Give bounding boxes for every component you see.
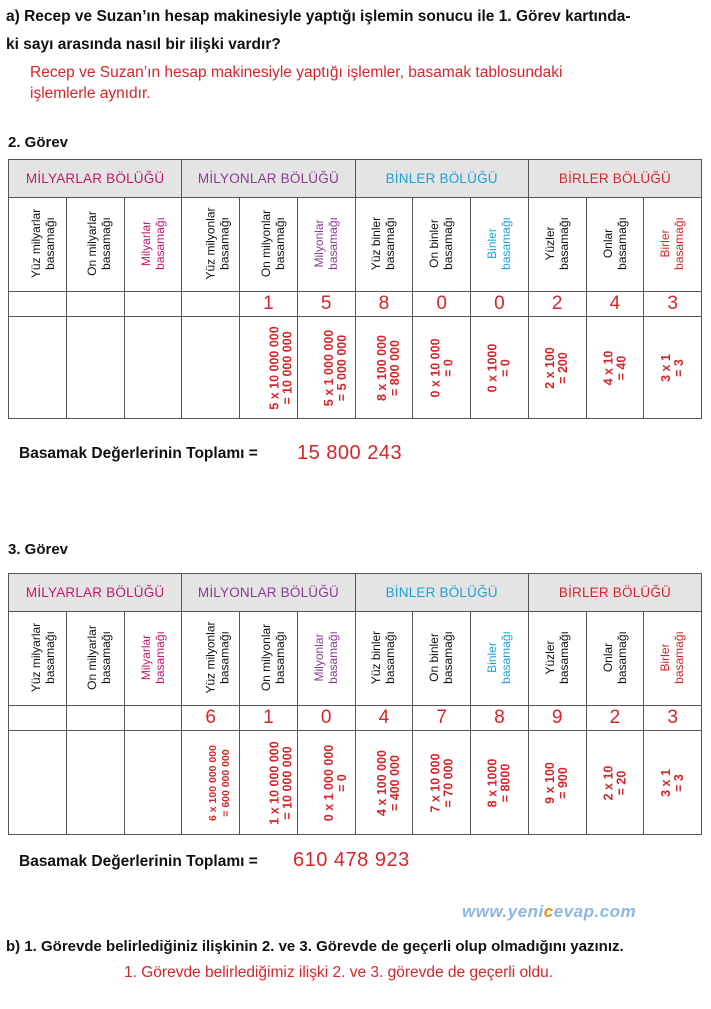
- calculation-text: [486, 758, 512, 807]
- digit-cell: 3: [644, 292, 702, 317]
- place-value-table-task2: [8, 159, 702, 419]
- digit-cell: [66, 706, 124, 731]
- watermark: [462, 902, 636, 922]
- column-label-line1: Onlar: [600, 229, 615, 259]
- task3-sum-label: Basamak Değerlerinin Toplamı =: [19, 853, 258, 870]
- column-label: [471, 612, 529, 706]
- column-label-line2: basamağı: [272, 217, 287, 271]
- column-label-line2: basamağı: [556, 217, 571, 271]
- column-label-line1: On binler: [427, 633, 442, 683]
- column-label-line1: Onlar: [600, 643, 615, 673]
- calculation-expression: 7 x 10 000: [428, 752, 443, 813]
- calculation-result: = 20: [613, 770, 628, 795]
- calculation-cell: [182, 731, 240, 835]
- calculation-cell: [413, 317, 471, 419]
- calculation-cell: [240, 317, 298, 419]
- column-label-text: [260, 624, 287, 691]
- answer-a-line1: Recep ve Suzan’ın hesap makinesiyle yaptığı işlemler, basamak tablosundaki: [30, 64, 563, 81]
- watermark-accent: c: [543, 902, 554, 921]
- calculation-result: = 40: [613, 355, 628, 380]
- column-label-text: [370, 631, 397, 684]
- column-label: [413, 612, 471, 706]
- column-label: [644, 198, 702, 292]
- calculation-result: = 200: [556, 351, 571, 384]
- column-label-text: [86, 625, 113, 690]
- column-label-line2: basamağı: [151, 217, 166, 271]
- column-label-line1: On binler: [427, 219, 442, 269]
- calculation-cell: [240, 731, 298, 835]
- calculation-result: = 600 000 000: [220, 748, 233, 817]
- column-label: [297, 198, 355, 292]
- calculation-cell: [66, 731, 124, 835]
- calculation-expression: 4 x 10: [600, 350, 615, 385]
- calculation-cell: [586, 731, 644, 835]
- calculation-expression: 6 x 100 000 000: [207, 744, 220, 821]
- calculation-result: = 8000: [498, 763, 513, 802]
- calculation-text: [207, 745, 233, 821]
- group-header-milyonlar: MİLYONLAR BÖLÜĞÜ: [182, 574, 355, 612]
- column-label-text: [544, 631, 571, 684]
- column-label-line2: basamağı: [498, 217, 513, 271]
- calculation-expression: 9 x 100: [543, 761, 558, 804]
- column-label-text: [544, 217, 571, 270]
- question-a-line2: ki sayı arasında nasıl bir ilişki vardır?: [6, 36, 281, 53]
- calculation-expression: 4 x 100 000: [374, 749, 389, 816]
- calculation-expression: 5 x 10 000 000: [267, 325, 282, 410]
- column-label-text: [659, 631, 686, 684]
- calculation-cell: [644, 317, 702, 419]
- column-label-line2: basamağı: [217, 217, 232, 271]
- calculation-result: = 70 000: [441, 758, 456, 808]
- calculation-cell: [413, 731, 471, 835]
- digit-cell: [124, 292, 182, 317]
- column-label-line1: Birler: [658, 229, 673, 258]
- column-label-line2: basamağı: [217, 631, 232, 685]
- calculation-cell: [644, 731, 702, 835]
- calculation-expression: 8 x 100 000: [374, 334, 389, 401]
- column-label-line1: On milyonlar: [259, 210, 274, 278]
- digit-cell: 8: [471, 706, 529, 731]
- column-label: [355, 198, 413, 292]
- task2-sum-value: 15 800 243: [297, 442, 403, 464]
- digit-cell: 2: [586, 706, 644, 731]
- calculation-cell: [355, 317, 413, 419]
- digit-cell: [66, 292, 124, 317]
- column-label: [124, 198, 182, 292]
- column-label-text: [313, 217, 340, 270]
- column-label-text: [139, 217, 166, 270]
- digit-cell: 6: [182, 706, 240, 731]
- column-label-line2: basamağı: [556, 631, 571, 685]
- column-label-text: [659, 217, 686, 270]
- digit-cell: 8: [355, 292, 413, 317]
- column-label-line1: Birler: [658, 643, 673, 672]
- calculation-cell: [124, 317, 182, 419]
- column-label-line1: Yüz binler: [369, 217, 384, 271]
- group-header-milyarlar: MİLYARLAR BÖLÜĞÜ: [9, 160, 182, 198]
- calculation-result: = 800 000: [387, 339, 402, 396]
- column-label-text: [260, 210, 287, 277]
- column-label-text: [428, 217, 455, 270]
- calculation-expression: 0 x 1000: [485, 343, 500, 392]
- calculation-cell: [9, 731, 67, 835]
- calculation-text: [660, 769, 686, 797]
- column-label-line2: basamağı: [382, 217, 397, 271]
- column-label: [66, 198, 124, 292]
- calculation-expression: 0 x 1 000 000: [322, 744, 337, 821]
- column-label-line1: On milyarlar: [84, 625, 99, 691]
- column-label-line1: Binler: [484, 228, 499, 260]
- calculation-cell: [586, 317, 644, 419]
- calculation-result: = 0: [498, 358, 513, 377]
- calculation-expression: 5 x 1 000 000: [322, 329, 337, 406]
- digit-cell: 9: [528, 706, 586, 731]
- column-label: [355, 612, 413, 706]
- group-header-binler: BİNLER BÖLÜĞÜ: [355, 160, 528, 198]
- task2-title: 2. Görev: [8, 134, 69, 151]
- question-a-line1: a) Recep ve Suzan’ın hesap makinesiyle yaptığı işlemin sonucu ile 1. Görev kartında-: [6, 8, 631, 25]
- digit-cell: 0: [471, 292, 529, 317]
- calculation-result: = 0: [441, 358, 456, 377]
- digit-cell: 1: [240, 706, 298, 731]
- column-label: [586, 612, 644, 706]
- calculation-cell: [471, 731, 529, 835]
- column-label-line2: basamağı: [382, 631, 397, 685]
- digit-cell: [9, 706, 67, 731]
- task3-sum-value: 610 478 923: [293, 849, 410, 871]
- column-label-text: [601, 631, 628, 684]
- column-label-line2: basamağı: [440, 631, 455, 685]
- column-label-text: [139, 631, 166, 684]
- column-label-line1: Yüz milyonlar: [203, 621, 218, 694]
- digit-cell: 2: [528, 292, 586, 317]
- watermark-suffix: evap.com: [553, 902, 637, 921]
- column-label: [528, 612, 586, 706]
- column-label-text: [313, 631, 340, 684]
- column-label-text: [370, 217, 397, 270]
- calculation-cell: [528, 731, 586, 835]
- column-label-text: [205, 622, 232, 694]
- column-label: [124, 612, 182, 706]
- column-label: [586, 198, 644, 292]
- answer-a-line2: işlemlerle aynıdır.: [30, 85, 151, 102]
- digit-cell: [124, 706, 182, 731]
- group-header-birler: BİRLER BÖLÜĞÜ: [528, 574, 701, 612]
- column-label-line2: basamağı: [325, 217, 340, 271]
- column-label-line1: Binler: [484, 642, 499, 674]
- digit-cell: 0: [297, 706, 355, 731]
- column-label-line2: basamağı: [498, 631, 513, 685]
- column-label: [182, 612, 240, 706]
- digit-cell: [182, 292, 240, 317]
- task2-sum-label: Basamak Değerlerinin Toplamı =: [19, 445, 258, 462]
- calculation-cell: [182, 317, 240, 419]
- calculation-expression: 2 x 10: [600, 765, 615, 800]
- column-label: [471, 198, 529, 292]
- task3-title: 3. Görev: [8, 541, 69, 558]
- column-label-text: [486, 217, 513, 270]
- place-value-table-task3: [8, 573, 702, 835]
- calculation-text: [376, 334, 402, 400]
- calculation-result: = 5 000 000: [335, 334, 350, 401]
- column-label-line1: Milyonlar: [311, 633, 326, 682]
- digit-cell: 4: [586, 292, 644, 317]
- column-label-line1: On milyonlar: [259, 624, 274, 692]
- column-label-line2: basamağı: [151, 631, 166, 685]
- column-label-line2: basamağı: [42, 631, 57, 685]
- calculation-expression: 0 x 10 000: [428, 337, 443, 398]
- calculation-expression: 8 x 1000: [485, 758, 500, 807]
- calculation-result: = 900: [556, 766, 571, 799]
- column-label-line2: basamağı: [613, 631, 628, 685]
- column-label-line2: basamağı: [325, 631, 340, 685]
- digit-row: [9, 292, 702, 317]
- column-label-text: [428, 631, 455, 684]
- column-label-line1: On milyarlar: [84, 211, 99, 277]
- digit-cell: 3: [644, 706, 702, 731]
- group-header-birler: BİRLER BÖLÜĞÜ: [528, 160, 701, 198]
- calculation-cell: [297, 317, 355, 419]
- group-header-binler: BİNLER BÖLÜĞÜ: [355, 574, 528, 612]
- question-b: b) 1. Görevde belirlediğiniz ilişkinin 2. ve 3. Görevde de geçerli olup olmadığını yazınız.: [6, 938, 624, 955]
- calculation-expression: 1 x 10 000 000: [267, 740, 282, 825]
- calculation-cell: [9, 317, 67, 419]
- column-label: [240, 612, 298, 706]
- digit-cell: 0: [413, 292, 471, 317]
- digit-cell: 7: [413, 706, 471, 731]
- calculation-text: [544, 762, 570, 804]
- calculation-cell: [297, 731, 355, 835]
- column-label-line2: basamağı: [671, 217, 686, 271]
- column-label: [66, 612, 124, 706]
- calculation-text: [660, 354, 686, 382]
- column-label-line2: basamağı: [440, 217, 455, 271]
- column-label: [413, 198, 471, 292]
- calculation-text: [486, 343, 512, 392]
- calculation-result: = 3: [671, 773, 686, 792]
- column-label-line2: basamağı: [98, 217, 113, 271]
- column-label-line2: basamağı: [671, 631, 686, 685]
- column-label-row: [9, 198, 702, 292]
- calculation-result: = 0: [335, 773, 350, 792]
- column-label-line1: Yüz binler: [369, 631, 384, 685]
- column-label-text: [486, 631, 513, 684]
- digit-cell: 5: [297, 292, 355, 317]
- watermark-prefix: www.yeni: [462, 902, 544, 921]
- calculation-cell: [471, 317, 529, 419]
- calculation-text: [376, 749, 402, 815]
- calculation-expression: 3 x 1: [658, 353, 673, 382]
- calculation-text: [544, 347, 570, 389]
- digit-cell: 1: [240, 292, 298, 317]
- column-label-text: [30, 623, 57, 692]
- column-label-line2: basamağı: [98, 631, 113, 685]
- group-header-row: [9, 160, 702, 198]
- column-label-text: [30, 209, 57, 278]
- calculation-cell: [66, 317, 124, 419]
- calculation-result: = 10 000 000: [280, 330, 295, 405]
- group-header-row: [9, 574, 702, 612]
- column-label: [528, 198, 586, 292]
- group-header-milyonlar: MİLYONLAR BÖLÜĞÜ: [182, 160, 355, 198]
- column-label-line2: basamağı: [42, 217, 57, 271]
- calculation-text: [602, 765, 628, 800]
- calculation-expression: 3 x 1: [658, 768, 673, 797]
- calculation-result: = 10 000 000: [280, 745, 295, 820]
- column-label-line2: basamağı: [613, 217, 628, 271]
- calculation-row: [9, 317, 702, 419]
- calculation-cell: [355, 731, 413, 835]
- calculation-cell: [528, 317, 586, 419]
- column-label-row: [9, 612, 702, 706]
- digit-cell: [9, 292, 67, 317]
- column-label-text: [601, 217, 628, 270]
- calculation-expression: 2 x 100: [543, 346, 558, 389]
- column-label-line1: Yüz milyarlar: [29, 209, 44, 279]
- digit-row: [9, 706, 702, 731]
- calculation-text: [323, 744, 349, 820]
- calculation-text: [430, 753, 456, 812]
- column-label-line1: Milyarlar: [138, 635, 153, 681]
- calculation-result: = 400 000: [387, 754, 402, 811]
- calculation-cell: [124, 731, 182, 835]
- column-label-line1: Milyarlar: [138, 221, 153, 267]
- column-label: [644, 612, 702, 706]
- column-label-text: [86, 211, 113, 276]
- calculation-result: = 3: [671, 358, 686, 377]
- column-label: [182, 198, 240, 292]
- digit-cell: 4: [355, 706, 413, 731]
- calculation-text: [323, 329, 349, 405]
- column-label-line1: Yüz milyonlar: [203, 207, 218, 280]
- calculation-text: [269, 741, 295, 824]
- column-label-line2: basamağı: [272, 631, 287, 685]
- calculation-text: [602, 350, 628, 385]
- column-label-line1: Milyonlar: [311, 219, 326, 268]
- calculation-row: [9, 731, 702, 835]
- calculation-text: [269, 326, 295, 409]
- column-label-line1: Yüzler: [542, 640, 557, 675]
- calculation-text: [430, 338, 456, 397]
- column-label-text: [205, 208, 232, 280]
- column-label: [240, 198, 298, 292]
- answer-b: 1. Görevde belirlediğimiz ilişki 2. ve 3. görevde de geçerli oldu.: [124, 964, 554, 981]
- column-label: [9, 612, 67, 706]
- group-header-milyarlar: MİLYARLAR BÖLÜĞÜ: [9, 574, 182, 612]
- column-label: [297, 612, 355, 706]
- column-label-line1: Yüz milyarlar: [29, 623, 44, 693]
- column-label: [9, 198, 67, 292]
- column-label-line1: Yüzler: [542, 226, 557, 261]
